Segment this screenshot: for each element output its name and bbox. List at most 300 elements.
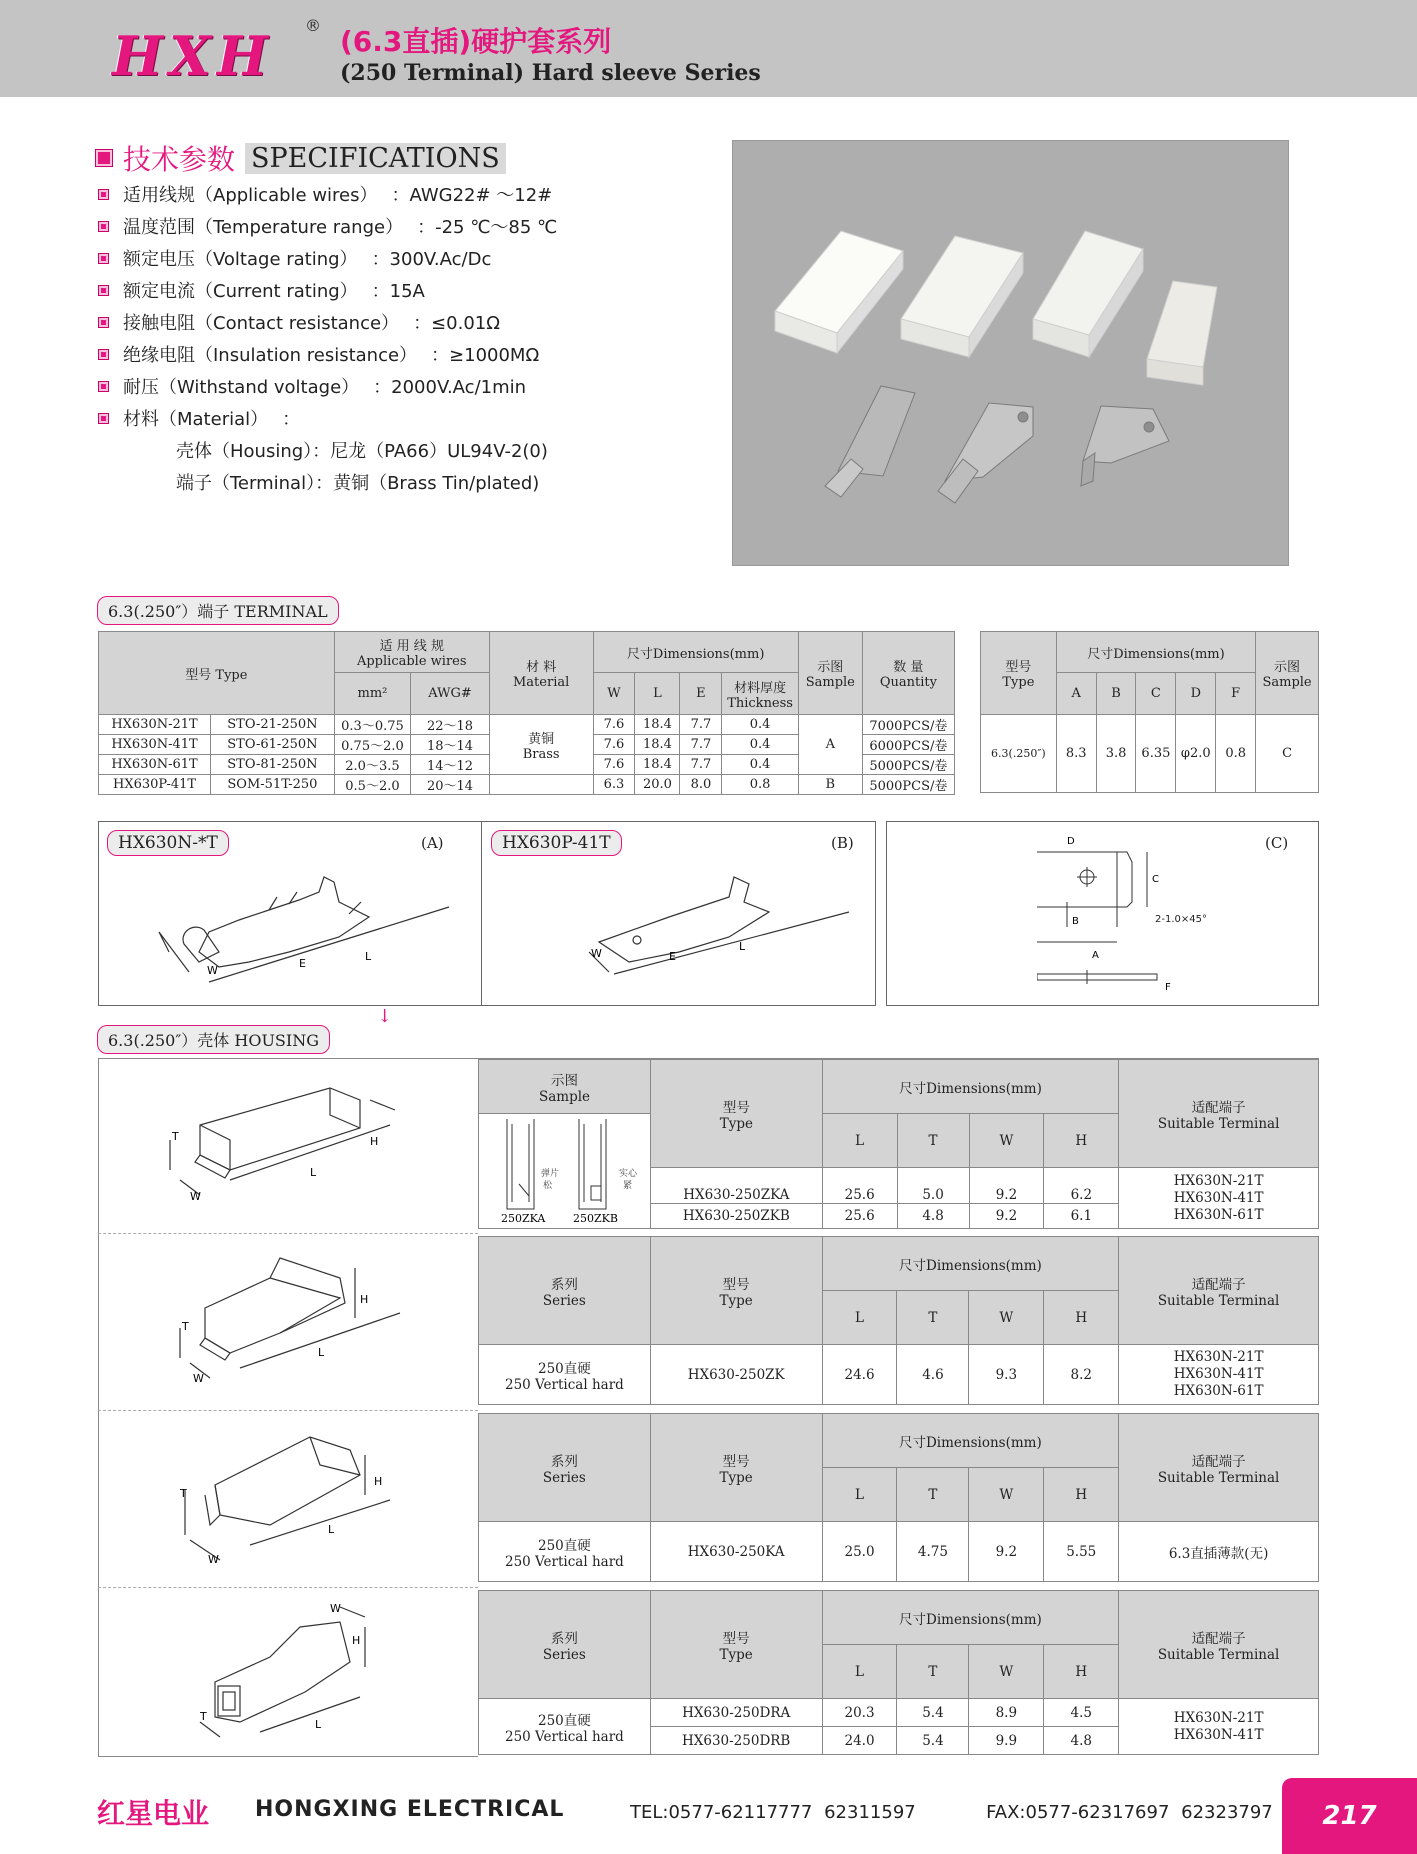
cell-h: 4.8 — [1044, 1727, 1119, 1755]
col-suit-en: Suitable Terminal — [1157, 1646, 1280, 1663]
cell-h: 8.2 — [1044, 1345, 1119, 1405]
brand-logo: HXH — [112, 24, 274, 88]
col-sample-cn: 示图 — [550, 1072, 578, 1089]
col-suit-cn: 适配端子 — [1191, 1276, 1246, 1293]
label-w: W — [190, 1190, 201, 1203]
cell-series — [479, 1345, 651, 1405]
col-series-en: Series — [542, 1469, 586, 1486]
col-type-cn: 型号 — [722, 1453, 750, 1470]
col-sample-en: Sample — [1262, 675, 1312, 690]
col-suitable — [1119, 1591, 1319, 1699]
col-d: D — [1176, 673, 1216, 715]
receptacle-drawing — [149, 862, 469, 1002]
cell-mm2: 0.75～2.0 — [334, 735, 410, 755]
series-cn: 250直硬 — [538, 1537, 591, 1554]
series-cn: 250直硬 — [538, 1712, 591, 1729]
cell-sample: A — [798, 715, 862, 775]
spec-item — [98, 210, 557, 242]
housing-drawing-zk — [160, 1070, 420, 1220]
label-l: L — [739, 940, 746, 953]
col-suitable — [1119, 1060, 1319, 1168]
spec-list — [98, 178, 557, 498]
col-b: B — [1096, 673, 1136, 715]
col-sample — [1256, 632, 1319, 715]
cell-w: 9.2 — [969, 1204, 1044, 1229]
table-row — [99, 715, 955, 735]
label-w: W — [330, 1602, 341, 1615]
cell-type: HX630-250DRA — [650, 1699, 822, 1727]
label-e: E — [299, 957, 306, 970]
footer-brand-cn: 红星电业 — [97, 1797, 210, 1830]
label-w: W — [193, 1372, 204, 1385]
housing-section-label: 6.3(.250″）壳体 HOUSING — [97, 1025, 330, 1054]
col-w: W — [969, 1468, 1044, 1522]
label-l: L — [365, 950, 372, 963]
cell-qty: 5000PCS/卷 — [862, 775, 954, 795]
housing-table-3 — [478, 1413, 1319, 1582]
tab-dimension-drawing — [1037, 832, 1257, 1002]
tab-drawing-c — [886, 821, 1319, 1006]
col-suit-cn: 适配端子 — [1191, 1630, 1246, 1647]
cell-awg: 18～14 — [411, 735, 490, 755]
col-l: L — [822, 1645, 897, 1699]
col-suitable — [1119, 1414, 1319, 1522]
note-b2: 紧 — [623, 1181, 633, 1191]
drawing-b-tag: (B) — [831, 834, 854, 852]
bullet-icon — [98, 285, 109, 296]
series-en: 250 Vertical hard — [504, 1728, 624, 1745]
label-b: B — [1072, 916, 1079, 927]
spec-label: 额定电压（Voltage rating） — [123, 249, 358, 270]
cell-qty: 5000PCS/卷 — [862, 755, 954, 775]
cell-l: 24.6 — [822, 1345, 897, 1405]
table-row — [479, 1699, 1319, 1727]
series-title-cn: (6.3直插)硬护套系列 — [340, 25, 612, 58]
cell-series — [479, 1699, 651, 1755]
col-type-en: Type — [719, 1469, 753, 1486]
col-series-en: Series — [542, 1292, 586, 1309]
spec-value: ：≥1000MΩ — [431, 345, 540, 366]
col-dimensions: 尺寸Dimensions(mm) — [822, 1591, 1119, 1645]
col-quantity — [862, 632, 954, 715]
label-w: W — [207, 964, 218, 977]
label-h: H — [352, 1634, 361, 1647]
col-series-cn: 系列 — [550, 1276, 578, 1293]
cell-material — [489, 715, 593, 775]
col-c: C — [1136, 673, 1176, 715]
table-row — [981, 715, 1319, 793]
tab-dimension-table — [980, 631, 1319, 793]
cell-type: HX630-250ZKB — [650, 1204, 822, 1229]
col-f: F — [1216, 673, 1256, 715]
divider — [98, 1587, 478, 1588]
spec-heading-cn: 技术参数 — [123, 143, 236, 176]
spec-label: 绝缘电阻（Insulation resistance） — [123, 345, 418, 366]
footer-tel: TEL:0577-62117777 62311597 — [630, 1802, 916, 1823]
cell-w: 9.9 — [969, 1727, 1044, 1755]
cell-t: 5.4 — [897, 1699, 969, 1727]
cell-l: 18.4 — [635, 715, 680, 735]
cell-d: φ2.0 — [1176, 715, 1216, 793]
col-sample — [798, 632, 862, 715]
cell-t: 4.6 — [897, 1345, 969, 1405]
series-cn: 250直硬 — [538, 1360, 591, 1377]
col-suit-en: Suitable Terminal — [1157, 1115, 1280, 1132]
col-thick-cn: 材料厚度 — [734, 680, 787, 696]
chamfer-note: 2-1.0×45° — [1155, 914, 1207, 925]
cell-type: HX630N-41T — [99, 735, 211, 755]
cell-type: HX630-250ZKA — [650, 1168, 822, 1204]
label-c: C — [1152, 874, 1159, 885]
col-dimensions: 尺寸Dimensions(mm) — [822, 1060, 1119, 1114]
col-wires-cn: 适 用 线 规 — [379, 639, 444, 654]
terminal-drawings — [98, 821, 876, 1006]
spec-label: 温度范围（Temperature range） — [123, 217, 404, 238]
spec-heading-en: SPECIFICATIONS — [245, 143, 506, 174]
cell-material-empty — [489, 775, 593, 795]
col-material-cn: 材 料 — [526, 660, 557, 675]
col-type — [650, 1591, 822, 1699]
arrow-down-icon: ↓ — [377, 1006, 393, 1027]
housing-drawing-dr — [160, 1602, 420, 1752]
col-series-cn: 系列 — [550, 1453, 578, 1470]
suit-item: HX630N-41T — [1173, 1189, 1264, 1206]
cell-a: 8.3 — [1056, 715, 1096, 793]
cell-qty: 6000PCS/卷 — [862, 735, 954, 755]
cell-sample: C — [1256, 715, 1319, 793]
spec-label: 额定电流（Current rating） — [123, 281, 358, 302]
table-row — [479, 1522, 1319, 1582]
label-h: H — [374, 1475, 383, 1488]
housing-table-1 — [478, 1059, 1319, 1229]
col-qty-cn: 数 量 — [893, 660, 924, 675]
series-en: 250 Vertical hard — [504, 1376, 624, 1393]
label-t: T — [172, 1130, 179, 1143]
cell-l: 20.3 — [822, 1699, 897, 1727]
tab-drawing — [569, 862, 869, 1002]
cell-awg: 20～14 — [411, 775, 490, 795]
cell-suitable — [1119, 1168, 1319, 1229]
suit-item: HX630N-61T — [1173, 1383, 1264, 1399]
spec-label: 适用线规（Applicable wires） — [123, 185, 378, 206]
label-w: W — [591, 947, 602, 960]
bullet-icon — [95, 149, 113, 167]
cell-h: 4.5 — [1044, 1699, 1119, 1727]
col-t: T — [897, 1291, 969, 1345]
col-type — [650, 1237, 822, 1345]
note-a1: 弹片 — [541, 1169, 560, 1179]
spec-item — [98, 242, 557, 274]
cell-f: 0.8 — [1216, 715, 1256, 793]
cell-type: HX630P-41T — [99, 775, 211, 795]
col-type-en: Type — [719, 1115, 753, 1132]
terminal-section-label: 6.3(.250″）端子 TERMINAL — [97, 596, 339, 625]
col-sample-en: Sample — [805, 675, 855, 690]
drawing-a-label: HX630N-*T — [107, 830, 229, 856]
spec-item — [98, 402, 557, 434]
cell-l: 25.6 — [822, 1204, 897, 1229]
col-w: W — [593, 673, 635, 715]
col-dimensions: 尺寸Dimensions(mm) — [1056, 632, 1255, 673]
col-series — [479, 1237, 651, 1345]
housing-table-2 — [478, 1236, 1319, 1405]
cell-w: 9.2 — [969, 1522, 1044, 1582]
col-type-en: Type — [719, 1292, 753, 1309]
sample-a-label: 250ZKA — [501, 1212, 546, 1224]
col-w: W — [969, 1114, 1044, 1168]
col-sample-cn: 示图 — [817, 660, 844, 675]
cell-t: 0.8 — [722, 775, 798, 795]
spec-label: 材料（Material） — [123, 409, 269, 430]
label-l: L — [310, 1166, 317, 1179]
cell-w: 6.3 — [593, 775, 635, 795]
cell-suitable — [1119, 1345, 1319, 1405]
housing-drawing-zk2 — [160, 1248, 420, 1398]
material-en: Brass — [522, 746, 560, 762]
col-w: W — [969, 1291, 1044, 1345]
cell-sto: STO-21-250N — [211, 715, 335, 735]
col-t: T — [897, 1468, 969, 1522]
suit-item: HX630N-21T — [1173, 1172, 1264, 1189]
spec-value: ：15A — [371, 281, 425, 302]
spec-value: ： — [282, 409, 301, 430]
col-h: H — [1044, 1468, 1119, 1522]
col-type-en: Type — [719, 1646, 753, 1663]
label-l: L — [318, 1346, 325, 1359]
divider — [481, 822, 482, 1005]
cell-c: 6.35 — [1136, 715, 1176, 793]
registered-mark: ® — [305, 16, 321, 35]
col-type-cn: 型号 — [1005, 660, 1032, 675]
cell-t: 0.4 — [722, 735, 798, 755]
label-t: T — [180, 1487, 187, 1500]
footer-brand-en: HONGXING ELECTRICAL — [255, 1797, 565, 1822]
spec-label: 耐压（Withstand voltage） — [123, 377, 360, 398]
cell-awg: 22～18 — [411, 715, 490, 735]
cell-qty: 7000PCS/卷 — [862, 715, 954, 735]
col-type — [650, 1060, 822, 1168]
col-type — [650, 1414, 822, 1522]
cell-h: 6.1 — [1044, 1204, 1119, 1229]
terminal-table — [98, 631, 955, 795]
cell-l: 18.4 — [635, 755, 680, 775]
cell-suitable — [1119, 1699, 1319, 1755]
col-l: L — [635, 673, 680, 715]
suit-item: HX630N-41T — [1173, 1366, 1264, 1382]
housing-drawing-ka — [160, 1425, 420, 1575]
series-en: 250 Vertical hard — [504, 1553, 624, 1570]
cell-l: 24.0 — [822, 1727, 897, 1755]
divider — [98, 1410, 478, 1411]
label-t: T — [182, 1320, 189, 1333]
spec-item — [98, 338, 557, 370]
col-w: W — [969, 1645, 1044, 1699]
cell-mm2: 0.5～2.0 — [334, 775, 410, 795]
table-row — [99, 775, 955, 795]
page-number: 217 — [1282, 1778, 1417, 1854]
col-sample-en: Sample — [538, 1088, 591, 1105]
col-sample — [479, 1060, 651, 1114]
note-b1: 实心 — [619, 1169, 638, 1179]
cell-t: 0.4 — [722, 755, 798, 775]
footer-contact — [630, 1802, 1273, 1823]
col-dimensions: 尺寸Dimensions(mm) — [822, 1414, 1119, 1468]
col-material — [489, 632, 593, 715]
col-type — [981, 632, 1057, 715]
cell-t: 5.4 — [897, 1727, 969, 1755]
col-dimensions: 尺寸Dimensions(mm) — [593, 632, 798, 673]
cell-awg: 14～12 — [411, 755, 490, 775]
cell-t: 0.4 — [722, 715, 798, 735]
col-suit-en: Suitable Terminal — [1157, 1469, 1280, 1486]
col-a: A — [1056, 673, 1096, 715]
col-suit-cn: 适配端子 — [1191, 1453, 1246, 1470]
spec-value: ：2000V.Ac/1min — [373, 377, 527, 398]
label-a: A — [1092, 950, 1099, 961]
material-terminal: 端子（Terminal）：黄铜（Brass Tin/plated) — [176, 473, 540, 494]
cell-l: 25.6 — [822, 1168, 897, 1204]
cell-sto: STO-81-250N — [211, 755, 335, 775]
cell-t: 4.75 — [897, 1522, 969, 1582]
col-type-en: Type — [1002, 675, 1035, 690]
label-f: F — [1165, 982, 1171, 993]
col-thickness — [722, 673, 798, 715]
specifications-heading — [95, 138, 506, 178]
col-qty-en: Quantity — [879, 675, 937, 690]
col-sample-cn: 示图 — [1274, 660, 1301, 675]
col-mm2: mm² — [334, 673, 410, 715]
cell-b: 3.8 — [1096, 715, 1136, 793]
suit-item: HX630N-21T — [1173, 1709, 1264, 1726]
label-e: E — [669, 950, 676, 963]
cell-type: HX630-250DRB — [650, 1727, 822, 1755]
cell-w: 8.9 — [969, 1699, 1044, 1727]
cell-e: 7.7 — [680, 735, 722, 755]
label-t: T — [200, 1710, 207, 1723]
cell-type: HX630N-61T — [99, 755, 211, 775]
cell-w: 9.3 — [969, 1345, 1044, 1405]
cell-sample: B — [798, 775, 862, 795]
divider — [98, 1233, 478, 1234]
suit-item: HX630N-41T — [1173, 1726, 1264, 1743]
cell-w: 7.6 — [593, 735, 635, 755]
col-material-en: Material — [513, 675, 570, 690]
cell-l: 25.0 — [822, 1522, 897, 1582]
col-suit-cn: 适配端子 — [1191, 1099, 1246, 1116]
housing-table-4 — [478, 1590, 1319, 1755]
cell-sto: STO-61-250N — [211, 735, 335, 755]
col-type-cn: 型号 — [722, 1099, 750, 1116]
spec-item — [98, 370, 557, 402]
sample-b-label: 250ZKB — [573, 1212, 619, 1224]
col-l: L — [822, 1114, 897, 1168]
col-l: L — [822, 1291, 897, 1345]
spec-label: 接触电阻（Contact resistance） — [123, 313, 400, 334]
material-housing: 壳体（Housing）：尼龙（PA66）UL94V-2(0) — [176, 441, 548, 462]
spec-item — [98, 274, 557, 306]
bullet-icon — [98, 317, 109, 328]
col-wires-en: Applicable wires — [356, 654, 467, 669]
cell-mm2: 0.3～0.75 — [334, 715, 410, 735]
product-photo-illustration — [733, 141, 1290, 567]
col-suitable — [1119, 1237, 1319, 1345]
label-w: W — [208, 1553, 219, 1566]
col-type-cn: 型号 — [722, 1276, 750, 1293]
col-suit-en: Suitable Terminal — [1157, 1292, 1280, 1309]
series-title-en: (250 Terminal) Hard sleeve Series — [340, 60, 761, 86]
cell-mm2: 2.0～3.5 — [334, 755, 410, 775]
cell-h: 6.2 — [1044, 1168, 1119, 1204]
label-h: H — [360, 1293, 369, 1306]
cell-l: 18.4 — [635, 735, 680, 755]
spec-value: ：-25 ℃～85 ℃ — [417, 217, 558, 238]
col-e: E — [680, 673, 722, 715]
table-row — [479, 1345, 1319, 1405]
col-awg: AWG# — [411, 673, 490, 715]
bullet-icon — [98, 253, 109, 264]
cell-type: HX630-250KA — [650, 1522, 822, 1582]
sample-drawing-cell — [479, 1114, 651, 1229]
col-h: H — [1044, 1291, 1119, 1345]
bullet-icon — [98, 189, 109, 200]
col-h: H — [1044, 1114, 1119, 1168]
footer-fax: FAX:0577-62317697 62323797 — [986, 1802, 1273, 1823]
note-a2: 松 — [543, 1181, 553, 1191]
cell-t: 5.0 — [897, 1168, 969, 1204]
col-dimensions: 尺寸Dimensions(mm) — [822, 1237, 1119, 1291]
bullet-icon — [98, 381, 109, 392]
label-l: L — [315, 1718, 322, 1731]
spec-value: ：300V.Ac/Dc — [371, 249, 492, 270]
col-series-cn: 系列 — [550, 1630, 578, 1647]
cell-w: 9.2 — [969, 1168, 1044, 1204]
spec-item — [98, 178, 557, 210]
cell-type: HX630-250ZK — [650, 1345, 822, 1405]
suit-item: HX630N-61T — [1173, 1206, 1264, 1223]
product-photo — [732, 140, 1289, 566]
label-l: L — [328, 1523, 335, 1536]
col-series — [479, 1591, 651, 1699]
divider — [98, 1756, 478, 1757]
drawing-b-label: HX630P-41T — [491, 830, 622, 856]
cell-e: 8.0 — [680, 775, 722, 795]
drawing-c-tag: (C) — [1265, 834, 1289, 852]
sample-section-drawing — [479, 1114, 649, 1224]
col-type-cn: 型号 — [722, 1630, 750, 1647]
cell-h: 5.55 — [1044, 1522, 1119, 1582]
cell-w: 7.6 — [593, 755, 635, 775]
col-t: T — [897, 1114, 969, 1168]
col-thick-en: Thickness — [727, 695, 793, 711]
cell-sto: SOM-51T-250 — [211, 775, 335, 795]
cell-type: HX630N-21T — [99, 715, 211, 735]
cell-w: 7.6 — [593, 715, 635, 735]
col-type: 型号 Type — [99, 632, 335, 715]
cell-suitable: 6.3直插薄款(无) — [1119, 1522, 1319, 1582]
suit-item: HX630N-21T — [1173, 1349, 1264, 1365]
col-h: H — [1044, 1645, 1119, 1699]
col-l: L — [822, 1468, 897, 1522]
spec-value: ：AWG22# ～12# — [391, 185, 553, 206]
bullet-icon — [98, 349, 109, 360]
spec-item — [98, 306, 557, 338]
material-cn: 黄铜 — [528, 731, 555, 747]
label-h: H — [370, 1135, 379, 1148]
bullet-icon — [98, 413, 109, 424]
cell-type: 6.3(.250″) — [981, 715, 1057, 793]
cell-l: 20.0 — [635, 775, 680, 795]
drawing-a-tag: (A) — [421, 834, 444, 852]
